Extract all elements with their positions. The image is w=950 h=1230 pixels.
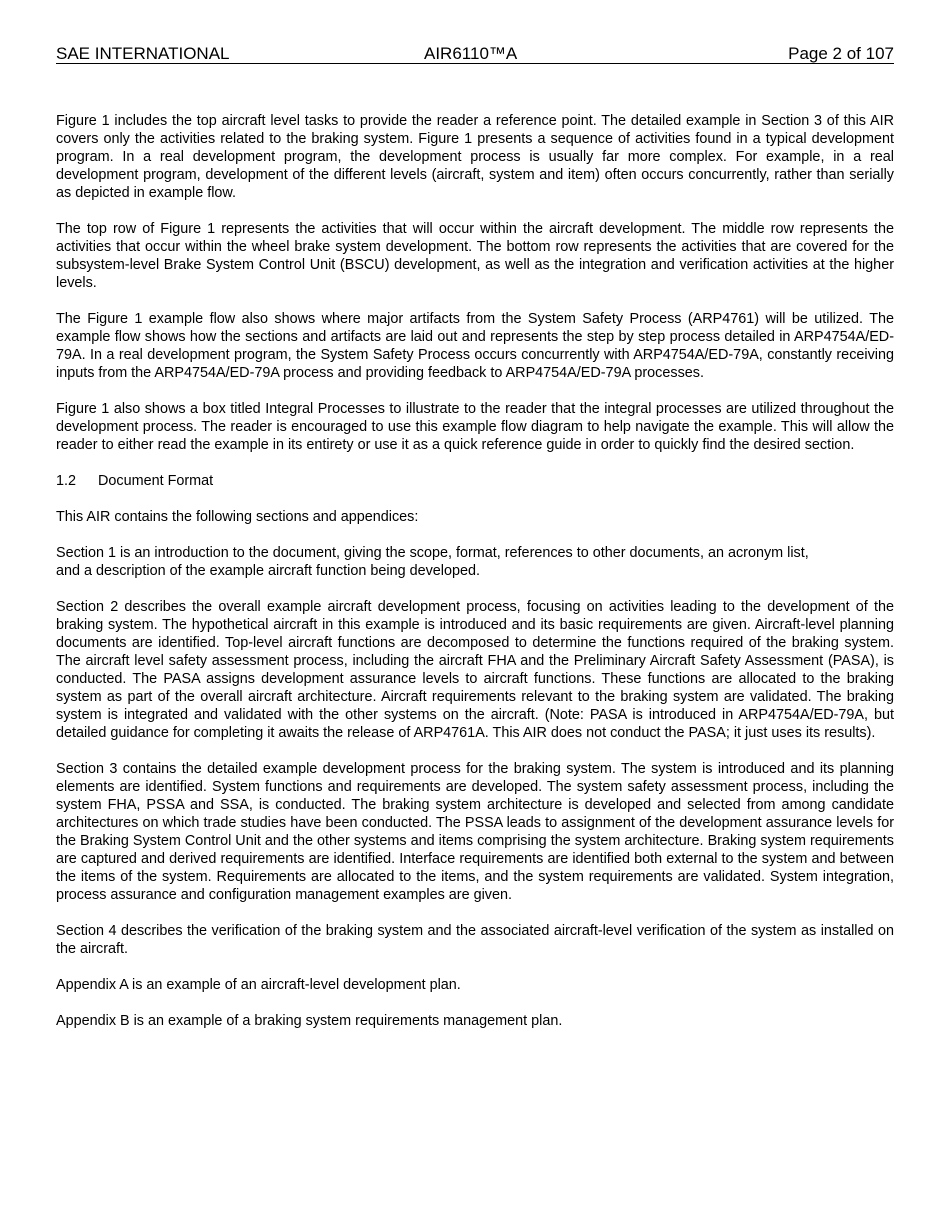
page-body: [56, 112, 894, 1048]
section-number: 1.2: [56, 473, 77, 489]
paragraph-line: Section 1 is an introduction to the document, giving the scope, format, references to other documents, an acronym list,: [56, 545, 809, 561]
paragraph: The top row of Figure 1 represents the activities that will occur within the aircraft development. The middle row represents the activities that occur within the wheel brake system development. The bottom row represents the activities that are covered for the subsystem-level Brake System Control Unit (BSCU) development, as well as the integration and verification activities at the higher levels.: [56, 221, 894, 291]
paragraph-section-1: [56, 544, 894, 580]
section-title: Document Format: [98, 473, 214, 489]
header-document-id: AIR6110™A: [424, 44, 518, 63]
paragraph: Figure 1 also shows a box titled Integral Processes to illustrate to the reader that the integral processes are utilized throughout the development process. The reader is encouraged to use this example flow diagram to help navigate the example. This will allow the reader to either read the example in its entirety or use it as a quick reference guide in order to quickly find the desired section.: [56, 401, 894, 453]
header-organization: SAE INTERNATIONAL: [56, 44, 230, 63]
paragraph-section-4: Section 4 describes the verification of the braking system and the associated aircraft-level verification of the system as installed on the aircraft.: [56, 923, 894, 957]
header-page-number: Page 2 of 107: [788, 44, 894, 63]
paragraph: Figure 1 includes the top aircraft level tasks to provide the reader a reference point. The detailed example in Section 3 of this AIR covers only the activities related to the braking system. Figure 1 presents a sequence of activities found in a typical development program. In a real development program, the development process is usually far more complex. For example, in a real development program, development of the different levels (aircraft, system and item) often occurs concurrently, rather than serially as depicted in example flow.: [56, 113, 894, 201]
page-header: [56, 44, 894, 64]
paragraph-line: and a description of the example aircraft function being developed.: [56, 563, 480, 579]
paragraph-appendix-b: Appendix B is an example of a braking system requirements management plan.: [56, 1013, 563, 1029]
paragraph-appendix-a: Appendix A is an example of an aircraft-level development plan.: [56, 977, 461, 993]
paragraph: The Figure 1 example flow also shows where major artifacts from the System Safety Process (ARP4761) will be utilized. The example flow shows how the sections and artifacts are laid out and represents the step by step process detailed in ARP4754A/ED-79A. In a real development program, the System Safety Process occurs concurrently with ARP4754A/ED-79A, constantly receiving inputs from the ARP4754A/ED-79A process and providing feedback to ARP4754A/ED-79A processes.: [56, 311, 894, 381]
paragraph: This AIR contains the following sections and appendices:: [56, 509, 419, 525]
paragraph-section-3: Section 3 contains the detailed example development process for the braking system. The system is introduced and its planning elements are identified. System functions and requirements are developed. The system safety assessment process, including the system FHA, PSSA and SSA, is conducted. The braking system architecture is developed and selected from among candidate architectures on which trade studies have been conducted. The PSSA leads to assignment of the development assurance levels for the Braking System Control Unit and the other systems and items comprising the system architecture. Braking system requirements are captured and derived requirements are identified. Interface requirements are identified both external to the system and between the items of the system. Requirements are allocated to the items, and the system requirements are validated. System integration, process assurance and configuration management examples are given.: [56, 761, 894, 903]
section-heading: [56, 472, 894, 490]
paragraph-section-2: Section 2 describes the overall example aircraft development process, focusing on activities leading to the development of the braking system. The hypothetical aircraft in this example is introduced and its basic requirements are given. Aircraft-level planning documents are identified. Top-level aircraft functions are decomposed to determine the functions required of the braking system. The aircraft level safety assessment process, including the aircraft FHA and the Preliminary Aircraft Safety Assessment (PASA), is conducted. The PASA assigns development assurance levels to aircraft functions. These functions are allocated to the braking system as part of the overall aircraft architecture. Aircraft requirements relevant to the braking system are validated. The braking system is integrated and validated with the other systems on the aircraft. (Note: PASA is introduced in ARP4754A/ED-79A, but detailed guidance for completing it awaits the release of ARP4761A. This AIR does not conduct the PASA; it just uses its results).: [56, 599, 894, 741]
